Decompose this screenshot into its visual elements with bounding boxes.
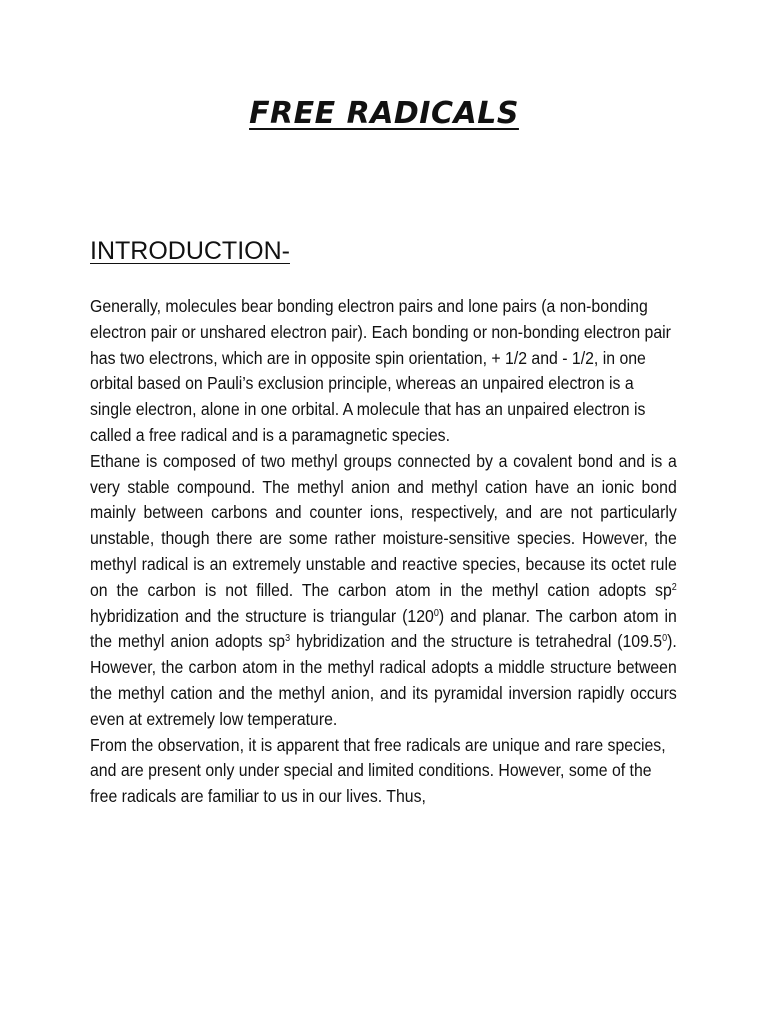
superscript-degree-1: 0 bbox=[433, 607, 439, 619]
body-text bbox=[90, 294, 677, 810]
superscript-sp3: 3 bbox=[285, 633, 291, 645]
paragraph-2 bbox=[90, 449, 677, 733]
paragraph-3: From the observation, it is apparent that free radicals are unique and rare species, and are present only under special and limited conditions. However, some of the free radicals are familiar to us in our lives. Thus, bbox=[90, 734, 666, 807]
paragraph-2-text-5: ). However, the carbon atom in the methyl radical adopts a middle structure between the methyl cation and the methyl anion, and its pyramidal inversion rapidly occurs even at extremely low temperature. bbox=[90, 631, 677, 729]
section-heading: INTRODUCTION- bbox=[90, 237, 290, 265]
document-title: FREE RADICALS bbox=[249, 96, 519, 131]
paragraph-2-text-1: Ethane is composed of two methyl groups connected by a covalent bond and is a very stable compound. The methyl anion and methyl cation have an ionic bond mainly between carbons and counter ions, respectively, and are not particularly unstable, though there are some rather moisture-sensitive species. However, the methyl radical is an extremely unstable and reactive species, because its octet rule on the carbon is not filled. The carbon atom in the methyl cation adopts sp bbox=[90, 450, 677, 600]
paragraph-2-text-3: ) and planar. The carbon atom in the methyl anion adopts sp bbox=[90, 605, 677, 652]
superscript-sp2: 2 bbox=[671, 581, 677, 593]
paragraph-2-text-2: hybridization and the structure is triangular (120 bbox=[90, 605, 434, 626]
paragraph-2-text-4: hybridization and the structure is tetrahedral (109.5 bbox=[290, 631, 663, 652]
superscript-degree-2: 0 bbox=[662, 633, 668, 645]
paragraph-1: Generally, molecules bear bonding electron pairs and lone pairs (a non-bonding electron pair or unshared electron pair). Each bonding or non-bonding electron pair has two electrons, which are in opposite spin orientation, + 1/2 and - 1/2, in one orbital based on Pauli’s exclusion principle, whereas an unpaired electron is a single electron, alone in one orbital. A molecule that has an unpaired electron is called a free radical and is a paramagnetic species. bbox=[90, 296, 671, 445]
